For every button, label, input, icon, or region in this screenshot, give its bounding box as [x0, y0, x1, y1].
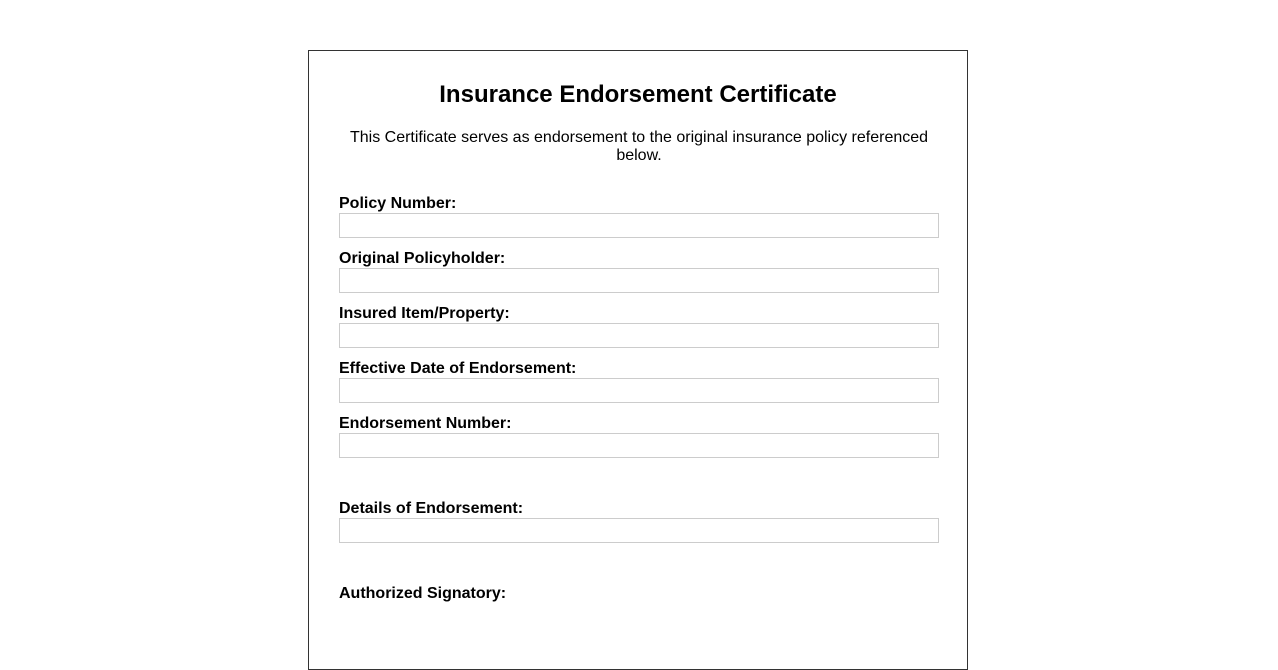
endorsement-details-label: Details of Endorsement:: [339, 500, 524, 517]
endorsement-number-field[interactable]: [339, 433, 939, 458]
original-policyholder-field[interactable]: [339, 268, 939, 293]
insured-item-label: Insured Item/Property:: [339, 305, 510, 322]
policy-number-field[interactable]: [339, 213, 939, 238]
certificate-intro: This Certificate serves as endorsement to the original insurance policy referenced below.: [349, 129, 929, 164]
endorsement-number-label: Endorsement Number:: [339, 415, 512, 432]
certificate-title: Insurance Endorsement Certificate: [439, 81, 837, 108]
effective-date-label: Effective Date of Endorsement:: [339, 360, 577, 377]
insured-item-field[interactable]: [339, 323, 939, 348]
endorsement-details-field[interactable]: [339, 518, 939, 543]
original-policyholder-label: Original Policyholder:: [339, 250, 506, 267]
endorsement-certificate: [308, 50, 968, 670]
policy-number-label: Policy Number:: [339, 195, 457, 212]
effective-date-field[interactable]: [339, 378, 939, 403]
authorized-signatory-label: Authorized Signatory:: [339, 585, 507, 602]
